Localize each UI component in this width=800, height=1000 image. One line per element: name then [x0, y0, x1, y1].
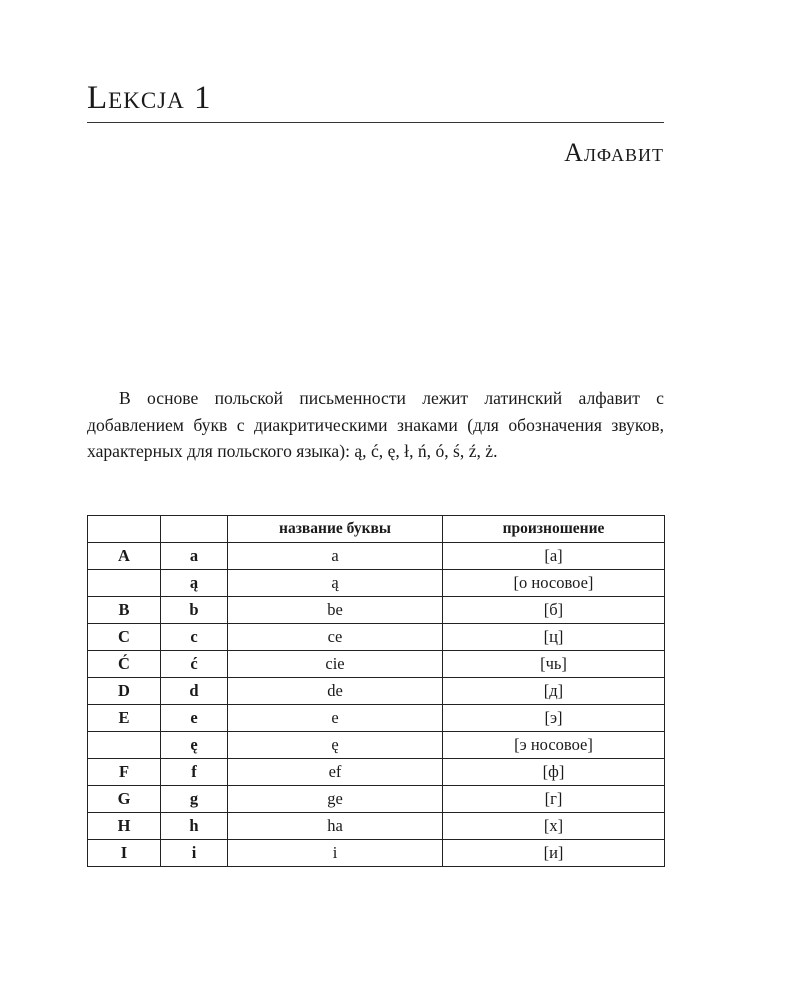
table-row — [88, 678, 665, 705]
alphabet-table — [87, 515, 665, 867]
pronunciation: [ц] — [443, 624, 665, 651]
title-divider — [87, 122, 664, 123]
uppercase-letter: B — [88, 597, 161, 624]
uppercase-letter: A — [88, 543, 161, 570]
lowercase-letter: d — [161, 678, 228, 705]
table-row — [88, 732, 665, 759]
pronunciation: [и] — [443, 840, 665, 867]
pronunciation: [э носовое] — [443, 732, 665, 759]
table-row — [88, 570, 665, 597]
letter-name: de — [228, 678, 443, 705]
lowercase-letter: ą — [161, 570, 228, 597]
table-row — [88, 786, 665, 813]
lesson-title: Lekcja 1 — [87, 80, 212, 116]
lowercase-letter: c — [161, 624, 228, 651]
header-pronunciation: произношение — [443, 516, 665, 543]
lowercase-letter: b — [161, 597, 228, 624]
uppercase-letter: Ć — [88, 651, 161, 678]
letter-name: i — [228, 840, 443, 867]
intro-paragraph: В основе польской письменности лежит латинский алфавит с добавлением букв с диакритическими знаками (для обозначения звуков, характерных для польского языка): ą, ć, ę, ł, ń, ó, ś, ź, ż. — [87, 388, 664, 461]
uppercase-letter: D — [88, 678, 161, 705]
uppercase-letter: I — [88, 840, 161, 867]
pronunciation: [х] — [443, 813, 665, 840]
lowercase-letter: ć — [161, 651, 228, 678]
letter-name: e — [228, 705, 443, 732]
pronunciation: [а] — [443, 543, 665, 570]
uppercase-letter — [88, 570, 161, 597]
lowercase-letter: f — [161, 759, 228, 786]
pronunciation: [ф] — [443, 759, 665, 786]
table-row — [88, 813, 665, 840]
table-header-row — [88, 516, 665, 543]
header-uppercase — [88, 516, 161, 543]
letter-name: ą — [228, 570, 443, 597]
alphabet-table-body — [88, 543, 665, 867]
header-lowercase — [161, 516, 228, 543]
letter-name: ha — [228, 813, 443, 840]
lowercase-letter: i — [161, 840, 228, 867]
header-letter-name: название буквы — [228, 516, 443, 543]
table-row — [88, 597, 665, 624]
uppercase-letter — [88, 732, 161, 759]
table-row — [88, 759, 665, 786]
table-row — [88, 543, 665, 570]
uppercase-letter: H — [88, 813, 161, 840]
letter-name: a — [228, 543, 443, 570]
lowercase-letter: ę — [161, 732, 228, 759]
table-row — [88, 840, 665, 867]
lowercase-letter: h — [161, 813, 228, 840]
uppercase-letter: E — [88, 705, 161, 732]
letter-name: ef — [228, 759, 443, 786]
pronunciation: [д] — [443, 678, 665, 705]
uppercase-letter: G — [88, 786, 161, 813]
textbook-page — [87, 0, 664, 1000]
letter-name: ce — [228, 624, 443, 651]
pronunciation: [о носовое] — [443, 570, 665, 597]
table-row — [88, 705, 665, 732]
letter-name: cie — [228, 651, 443, 678]
uppercase-letter: F — [88, 759, 161, 786]
table-row — [88, 624, 665, 651]
section-title: Алфавит — [564, 138, 664, 167]
letter-name: ge — [228, 786, 443, 813]
lowercase-letter: e — [161, 705, 228, 732]
lowercase-letter: a — [161, 543, 228, 570]
pronunciation: [б] — [443, 597, 665, 624]
letter-name: be — [228, 597, 443, 624]
pronunciation: [чь] — [443, 651, 665, 678]
table-row — [88, 651, 665, 678]
uppercase-letter: C — [88, 624, 161, 651]
pronunciation: [э] — [443, 705, 665, 732]
lowercase-letter: g — [161, 786, 228, 813]
pronunciation: [г] — [443, 786, 665, 813]
letter-name: ę — [228, 732, 443, 759]
